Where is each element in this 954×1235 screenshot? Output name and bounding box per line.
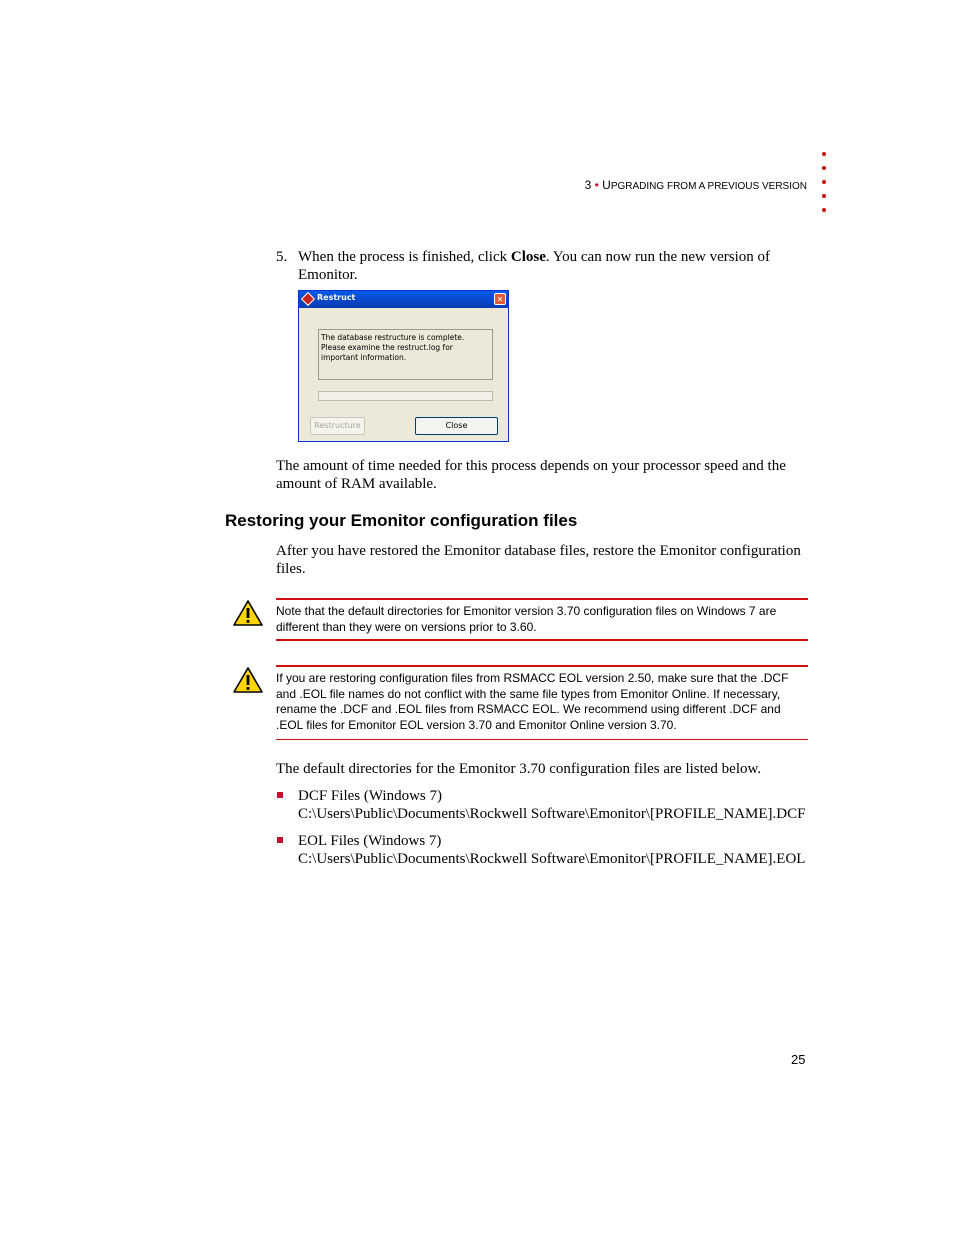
dot xyxy=(822,180,826,184)
paragraph-dirs: The default directories for the Emonitor 3.70 configuration files are listed below. xyxy=(276,761,762,777)
window-close-icon[interactable]: ✕ xyxy=(494,293,506,305)
dot xyxy=(822,152,826,156)
close-button[interactable]: Close xyxy=(415,417,498,435)
warning-icon xyxy=(233,600,263,626)
restructure-button: Restructure xyxy=(310,417,365,435)
running-header xyxy=(585,178,807,192)
chapter-number: 3 xyxy=(584,178,592,192)
warning-icon xyxy=(233,667,263,693)
note-rsmacc: If you are restoring configuration files from RSMACC EOL version 2.50, make sure that the .DCF and .EOL file names do not conflict with the same file types from Emonitor Online. If necessary, rename the .DCF and .EOL files from RSMACC EOL. We recommend using different .DCF and .EOL files for Emonitor EOL version 3.70 and Emonitor Online version 3.70. xyxy=(276,665,808,740)
paragraph-restore: After you have restored the Emonitor database files, restore the Emonitor configuration files. xyxy=(276,543,801,577)
list-item-title: EOL Files (Windows 7) xyxy=(298,833,442,849)
progress-bar xyxy=(318,391,493,401)
list-item xyxy=(276,787,806,823)
chapter-title: PGRADING FROM A PREVIOUS VERSION xyxy=(610,181,807,192)
page-number: 25 xyxy=(791,1052,806,1067)
chapter-title-initial: U xyxy=(602,178,611,192)
dot xyxy=(822,208,826,212)
margin-dots-decoration xyxy=(820,152,830,222)
note-directories: Note that the default directories for Emonitor version 3.70 configuration files on Windows 7 are different than they were on versions prior to 3.60. xyxy=(276,598,808,641)
list-item-path: C:\Users\Public\Documents\Rockwell Software\Emonitor\[PROFILE_NAME].EOL xyxy=(298,851,806,867)
dialog-title: Restruct xyxy=(317,293,356,302)
step-5 xyxy=(276,248,796,284)
restruct-dialog xyxy=(298,290,509,442)
step-text xyxy=(298,248,796,284)
list-item-path: C:\Users\Public\Documents\Rockwell Software\Emonitor\[PROFILE_NAME].DCF xyxy=(298,806,806,822)
bullet-square-icon xyxy=(277,837,283,843)
dot xyxy=(822,166,826,170)
restruct-app-icon xyxy=(301,292,315,306)
section-heading: Restoring your Emonitor configuration files xyxy=(225,511,578,530)
bullet-square-icon xyxy=(277,792,283,798)
step-bold-word: Close xyxy=(510,249,546,265)
step-text-after: . You can now run the new version of Emonitor. xyxy=(298,249,770,283)
list-item-title: DCF Files (Windows 7) xyxy=(298,788,442,804)
list-item xyxy=(276,832,806,868)
dialog-titlebar xyxy=(299,291,508,308)
paragraph-time: The amount of time needed for this process depends on your processor speed and the amount of RAM available. xyxy=(276,458,786,492)
step-number: 5. xyxy=(276,249,288,265)
dot xyxy=(822,194,826,198)
header-separator: • xyxy=(594,178,599,192)
step-text-before: When the process is finished, click xyxy=(298,249,511,265)
dialog-message: The database restructure is complete. Please examine the restruct.log for important information. xyxy=(318,329,493,380)
